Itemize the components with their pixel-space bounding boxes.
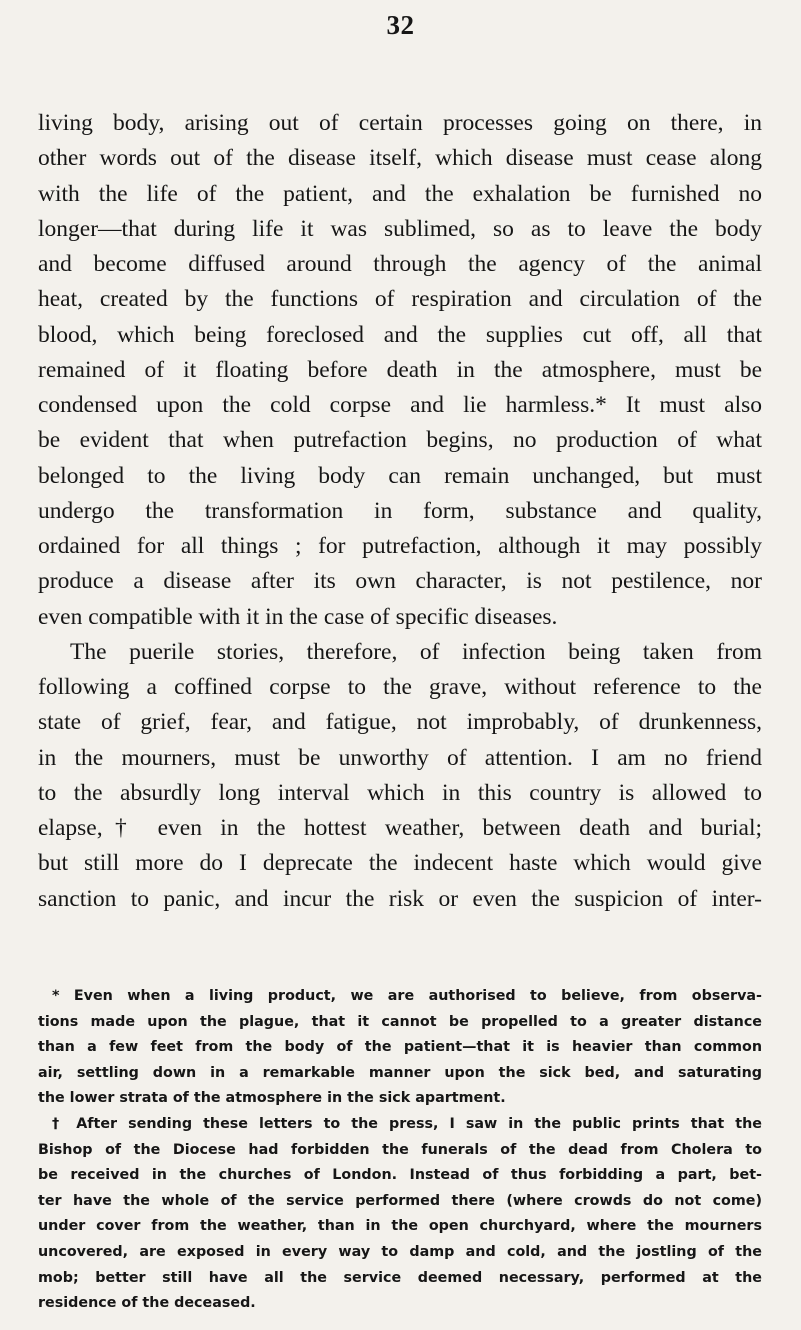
footnote-line: be received in the churches of London. Instead of thus forbidding a part, bet- [38,1167,762,1184]
text-line: in the mourners, must be unworthy of attention. I am no friend [38,744,762,771]
text-line: blood, which being foreclosed and the supplies cut off, all that [38,321,762,348]
footnotes [38,984,762,1317]
text-line: sanction to panic, and incur the risk or even the suspicion of inter- [38,885,762,912]
footnote-line: mob; better still have all the service deemed necessary, performed at the [38,1269,762,1286]
text-line: and become diffused around through the agency of the animal [38,251,762,277]
text-line: elapse,† even in the hottest weather, between death and burial; [38,815,762,841]
footnote-line: tions made upon the plague, that it cannot be propelled to a greater distance [38,1013,762,1030]
text-line: remained of it floating before death in the atmosphere, must be [38,356,762,383]
footnote-line: the lower strata of the atmosphere in the sick apartment. [38,1090,506,1107]
text-line: living body, arising out of certain processes going on there, in [38,110,762,136]
text-line: to the absurdly long interval which in this country is allowed to [38,779,762,806]
text-line: but still more do I deprecate the indecent haste which would give [38,850,762,877]
paragraph-start-line: The puerile stories, therefore, of infection being taken from [70,638,762,665]
text-line: with the life of the patient, and the exhalation be furnished no [38,180,762,207]
text-line: belonged to the living body can remain unchanged, but must [38,462,762,489]
footnote-line: than a few feet from the body of the patient—that it is heavier than common [38,1039,762,1056]
text-line: be evident that when putrefaction begins, no production of what [38,427,762,454]
footnote-asterisk-start: * Even when a living product, we are authorised to believe, from observa- [52,988,762,1004]
text-line: condensed upon the cold corpse and lie harmless.* It must also [38,392,762,418]
footnote-line: uncovered, are exposed in every way to damp and cold, and the jostling of the [38,1243,762,1260]
text-line: state of grief, fear, and fatigue, not improbably, of drunkenness, [38,709,762,736]
footnote-line: ter have the whole of the service performed there (where crowds do not come) [38,1192,762,1209]
footnote-line: residence of the deceased. [38,1295,256,1312]
footnote-line: Bishop of the Diocese had forbidden the funerals of the dead from Cholera to [38,1141,762,1158]
text-line: longer—that during life it was sublimed, so as to leave the body [38,215,762,242]
text-line: heat, created by the functions of respiration and circulation of the [38,286,762,313]
page-number: 32 [386,10,415,40]
text-line: produce a disease after its own character, is not pestilence, nor [38,568,762,595]
text-line: following a coffined corpse to the grave, without reference to the [38,674,762,700]
footnote-dagger-start: † After sending these letters to the press, I saw in the public prints that the [52,1115,762,1132]
text-line: undergo the transformation in form, substance and quality, [38,497,762,524]
footnote-line: under cover from the weather, than in the open churchyard, where the mourners [38,1218,762,1235]
text-line: other words out of the disease itself, which disease must cease along [38,145,762,172]
main-text [38,106,762,917]
footnote-line: air, settling down in a remarkable manner upon the sick bed, and saturating [38,1064,762,1081]
text-line: ordained for all things ; for putrefaction, although it may possibly [38,533,762,559]
text-line: even compatible with it in the case of specific diseases. [38,603,558,630]
